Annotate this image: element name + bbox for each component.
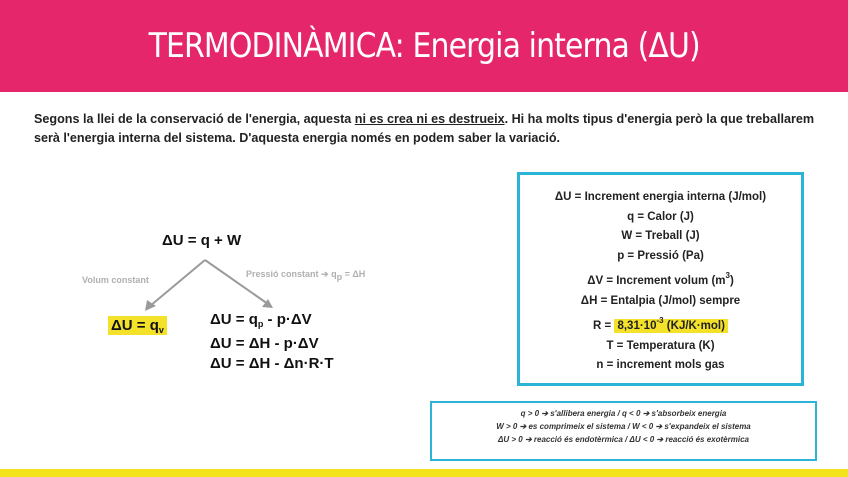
left-result-text: ΔU = q [111, 317, 159, 334]
def-du: ΔU = Increment energia interna (J/mol) [554, 191, 767, 203]
equation-2: ΔU = ΔH - p·ΔV [210, 335, 319, 352]
def-r-prefix: R = [593, 320, 615, 332]
result-pressio-constant [210, 310, 334, 374]
arrow-right-line [205, 260, 268, 304]
def-t: T = Temperatura (K) [606, 339, 715, 352]
result-volum-constant [108, 317, 167, 335]
sign-line-1: q > 0 ➔ s'allibera energia / q < 0 ➔ s'absorbeix energia [520, 409, 727, 418]
left-result-sub: v [158, 325, 164, 335]
eq1-a: ΔU = q [210, 311, 258, 328]
intro-text-1: Segons la llei de la conservació de l'energia, aquesta [34, 112, 355, 126]
sign-line-2: W > 0 ➔ es comprimeix el sistema / W < 0 ➔ s'expandeix el sistema [496, 422, 751, 431]
def-n: n = increment mols gas [596, 359, 725, 371]
def-r-sup: -3 [656, 316, 664, 325]
sign-line-3: ΔU > 0 ➔ reacció és endotèrmica / ΔU < 0 ➔ reacció és exotèrmica [498, 435, 749, 444]
sign-conventions-box [430, 401, 817, 461]
page-title: TERMODINÀMICA: Energia interna (ΔU) [148, 26, 700, 66]
eq1-b: - p·ΔV [263, 311, 312, 328]
pressio-label-b: = ΔH [342, 269, 366, 279]
intro-underlined: ni es crea ni es destrueix [354, 112, 505, 126]
def-r-value: 8,31·10 [617, 320, 657, 332]
label-volum-constant: Volum constant [82, 275, 149, 285]
def-w: W = Treball (J) [621, 230, 700, 242]
def-r-highlight [614, 316, 727, 333]
def-q: q = Calor (J) [627, 210, 694, 223]
arrow-left-line [150, 260, 205, 306]
def-r-unit: (KJ/K·mol) [663, 320, 725, 332]
def-dv [520, 266, 801, 292]
def-dv-b: ) [729, 275, 734, 287]
main-equation: ΔU = q + W [162, 232, 242, 249]
pressio-label-a: Pressió constant ➔ q [246, 269, 337, 279]
equation-1 [210, 310, 334, 334]
label-pressio-constant [246, 269, 365, 282]
def-r [520, 311, 801, 337]
definitions-box [517, 172, 804, 386]
def-p: p = Pressió (Pa) [617, 249, 704, 262]
def-dv-sup: 3 [725, 271, 730, 280]
highlighted-result [108, 316, 167, 335]
footer-bar [0, 469, 848, 477]
def-dh: ΔH = Entalpia (J/mol) sempre [580, 294, 741, 307]
equation-3: ΔU = ΔH - Δn·R·T [210, 355, 334, 372]
intro-text-2: . Hi ha molts tipus d'energia però la que treballarem serà l'energia interna del sistema. D'aquesta energia només en podem saber la variació. [34, 112, 815, 145]
def-dv-a: ΔV = Increment volum (m [587, 275, 726, 287]
eq1-sub: p [257, 319, 264, 329]
pressio-label-sub: p [336, 272, 343, 282]
